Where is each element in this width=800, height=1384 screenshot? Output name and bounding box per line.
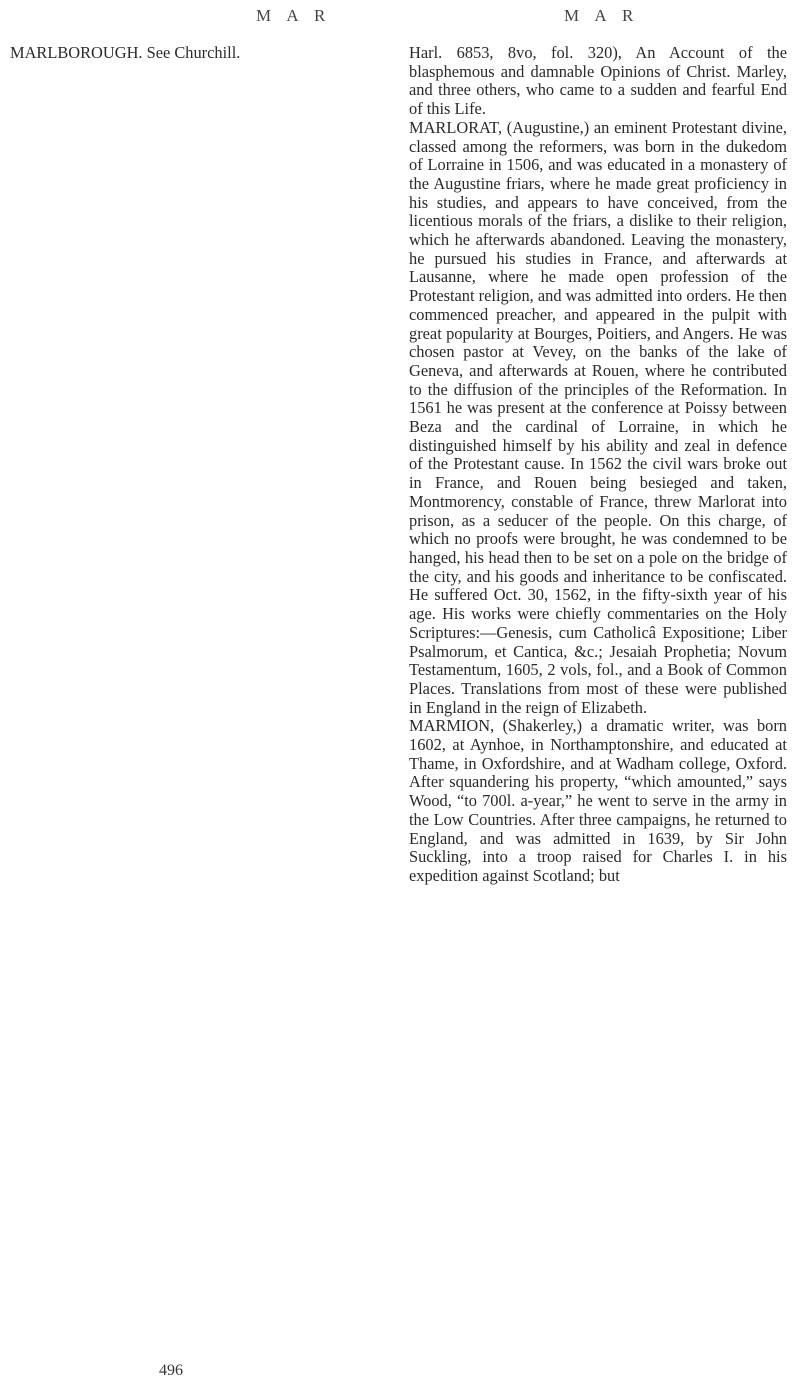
entry-marmion: MARMION, (Shakerley,) a dramatic writer, was born 1602, at Aynhoe, in Northamptonshire, and educated at Thame, in Oxfordshire, and at Wadham college, Oxford. After squandering his property, “which amounted,” says Wood, “to 700l. a-year,” he went to serve in the army in the Low Countries. After three campaigns, he returned to England, and was admitted in 1639, by Sir John Suckling, into a troop raised for Charles I. in his expedition against Scotland; but (409, 716, 787, 885)
left-column (10, 44, 384, 63)
entry-marlborough: MARLBOROUGH. See Churchill. (10, 43, 241, 62)
page-number: 496 (159, 1362, 183, 1379)
entry-marloe-continued: Harl. 6853, 8vo, fol. 320), An Account of the blasphemous and damnable Opinions of Christ. Marley, and three others, who came to a sudden and fearful End of this Life. (409, 43, 787, 119)
running-head-left: M A R (256, 6, 332, 25)
entry-marlorat: MARLORAT, (Augustine,) an eminent Protestant divine, classed among the reformers, was born in the dukedom of Lorraine in 1506, and was educated in a monastery of the Augustine friars, where he made great proficiency in his studies, and appears to have conceived, from the licentious morals of the friars, a dislike to their religion, which he afterwards abandoned. Leaving the monastery, he pursued his studies in France, and afterwards at Lausanne, where he made open profession of the Protestant religion, and was admitted into orders. He then commenced preacher, and appeared in the pulpit with great popularity at Bourges, Poitiers, and Angers. He was chosen pastor at Vevey, on the banks of the lake of Geneva, and afterwards at Rouen, where he contributed to the diffusion of the principles of the Reformation. In 1561 he was present at the conference at Poissy between Beza and the cardinal of Lorraine, in which he distinguished himself by his ability and zeal in defence of the Protestant cause. In 1562 the civil wars broke out in France, and Rouen being besieged and taken, Montmorency, constable of France, threw Marlorat into prison, as a seducer of the people. On this charge, of which no proofs were brought, he was condemned to be hanged, his head then to be set on a pole on the bridge of the city, and his goods and inheritance to be confiscated. He suffered Oct. 30, 1562, in the fifty-sixth year of his age. His works were chiefly commentaries on the Holy Scriptures:—Genesis, cum Catholicâ Expositione; Liber Psalmorum, et Cantica, &c.; Jesaiah Prophetia; Novum Testamentum, 1605, 2 vols, fol., and a Book of Common Places. Translations from most of these were published in England in the reign of Elizabeth. (409, 117, 787, 717)
right-column (409, 44, 787, 886)
running-head-right: M A R (564, 6, 640, 25)
